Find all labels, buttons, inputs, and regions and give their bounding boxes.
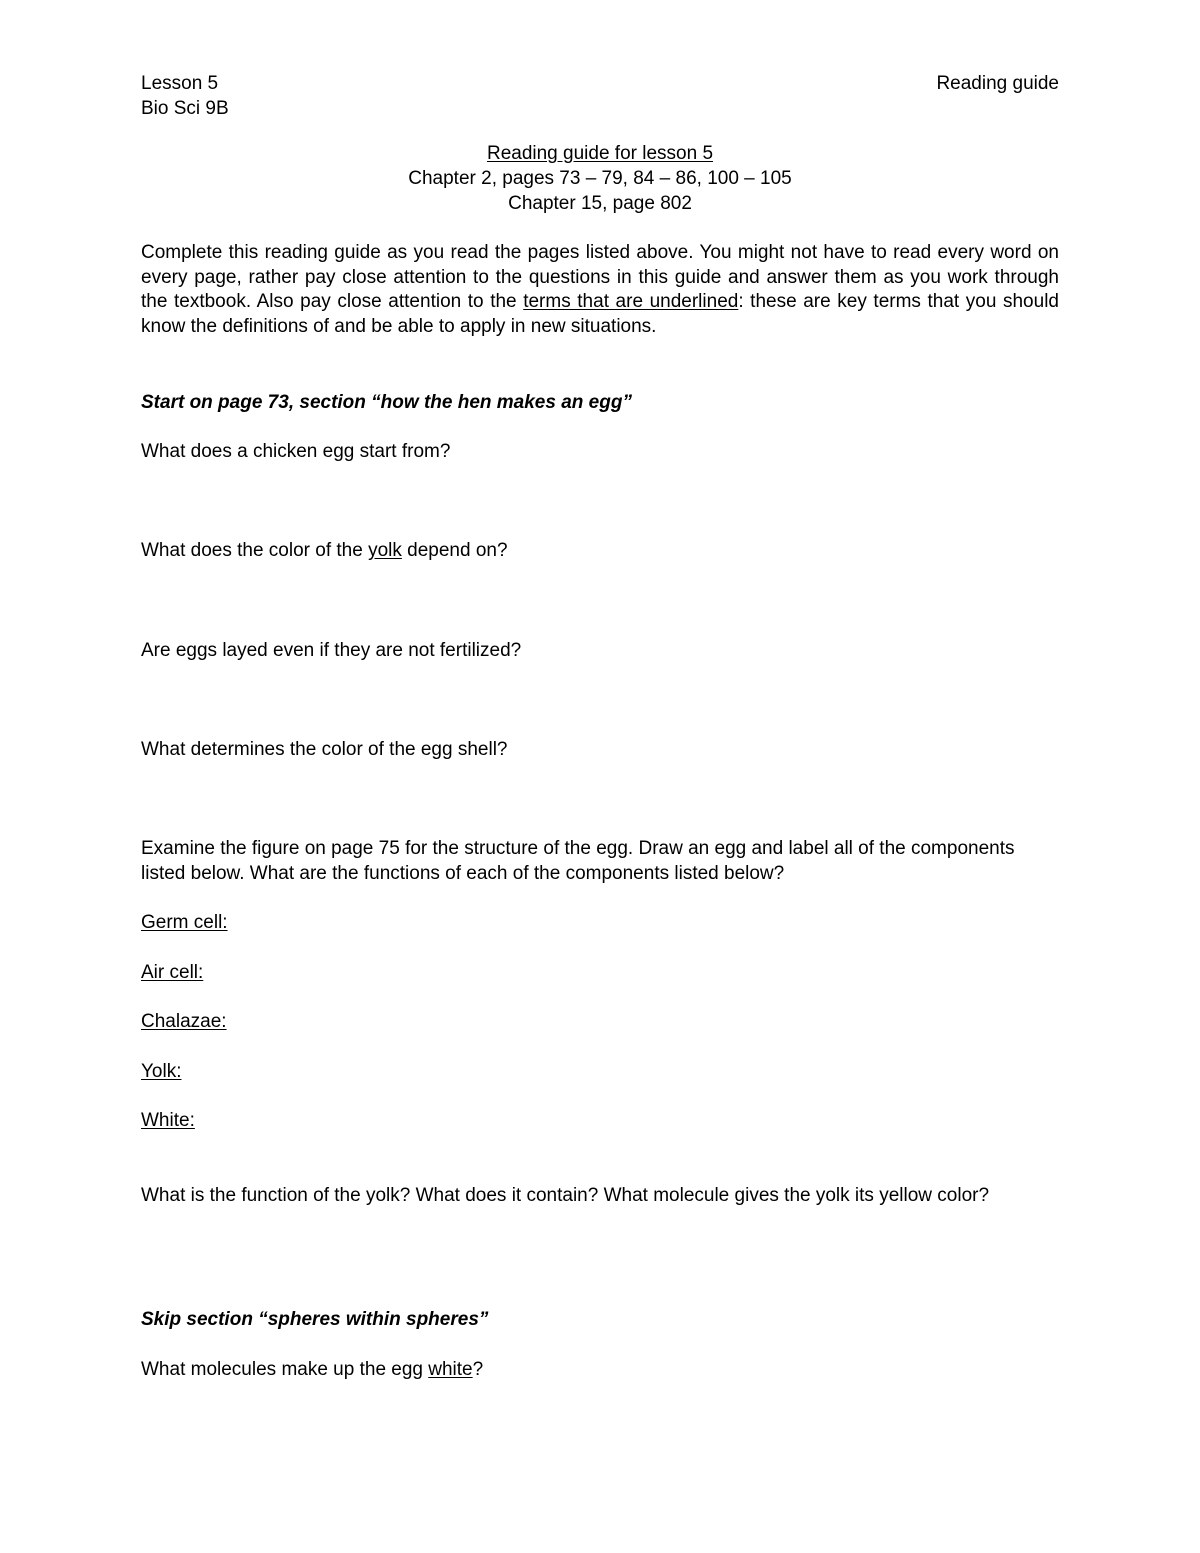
question-egg-structure: Examine the figure on page 75 for the structure of the egg. Draw an egg and label all of the components listed below. What are the functions of each of the components listed below? <box>141 838 1015 884</box>
intro-text-1: Complete this reading guide as you read the pages listed above. You might not have to read every word on every page, rather pay close attention to the questions in this guide and answer them as you work through the textbook. Also pay close attention to the <box>141 242 1059 313</box>
page-title-text: Reading guide for lesson 5 <box>486 143 714 164</box>
term-white: white <box>428 1359 473 1380</box>
chapter-line-1: Chapter 2, pages 73 – 79, 84 – 86, 100 – 105 <box>408 168 792 189</box>
intro-paragraph <box>141 241 1059 339</box>
section-heading-hen-egg: Start on page 73, section “how the hen makes an egg” <box>141 392 632 413</box>
component-yolk: Yolk: <box>141 1061 182 1082</box>
question-yolk-color-text-1: What does the color of the <box>141 540 369 561</box>
question-shell-color: What determines the color of the egg shell? <box>141 739 508 760</box>
question-egg-white-text-2: ? <box>472 1359 484 1380</box>
component-white: White: <box>141 1110 195 1131</box>
intro-underlined-terms: terms that are underlined <box>523 291 739 313</box>
chapter-line-2: Chapter 15, page 802 <box>508 193 692 214</box>
intro-text-2: : these are key terms that you should know the definitions of and be able to apply in new situations. <box>141 291 1059 337</box>
question-yolk-color-text-2: depend on? <box>401 540 508 561</box>
header-doc-type: Reading guide <box>936 73 1059 94</box>
question-eggs-layed: Are eggs layed even if they are not fertilized? <box>141 640 522 661</box>
section-heading-spheres: Skip section “spheres within spheres” <box>141 1309 489 1330</box>
term-yolk: yolk <box>368 540 402 561</box>
header-course: Bio Sci 9B <box>141 98 229 119</box>
component-chalazae: Chalazae: <box>141 1011 227 1032</box>
page-title <box>141 141 1059 166</box>
question-yolk-color <box>141 538 508 563</box>
question-egg-start: What does a chicken egg start from? <box>141 441 451 462</box>
header-lesson: Lesson 5 <box>141 73 219 94</box>
question-egg-white <box>141 1357 483 1382</box>
question-egg-white-text-1: What molecules make up the egg <box>141 1359 429 1380</box>
component-germ-cell: Germ cell: <box>141 912 228 933</box>
question-yolk-function: What is the function of the yolk? What does it contain? What molecule gives the yolk its yellow color? <box>141 1185 990 1206</box>
component-air-cell: Air cell: <box>141 962 204 983</box>
